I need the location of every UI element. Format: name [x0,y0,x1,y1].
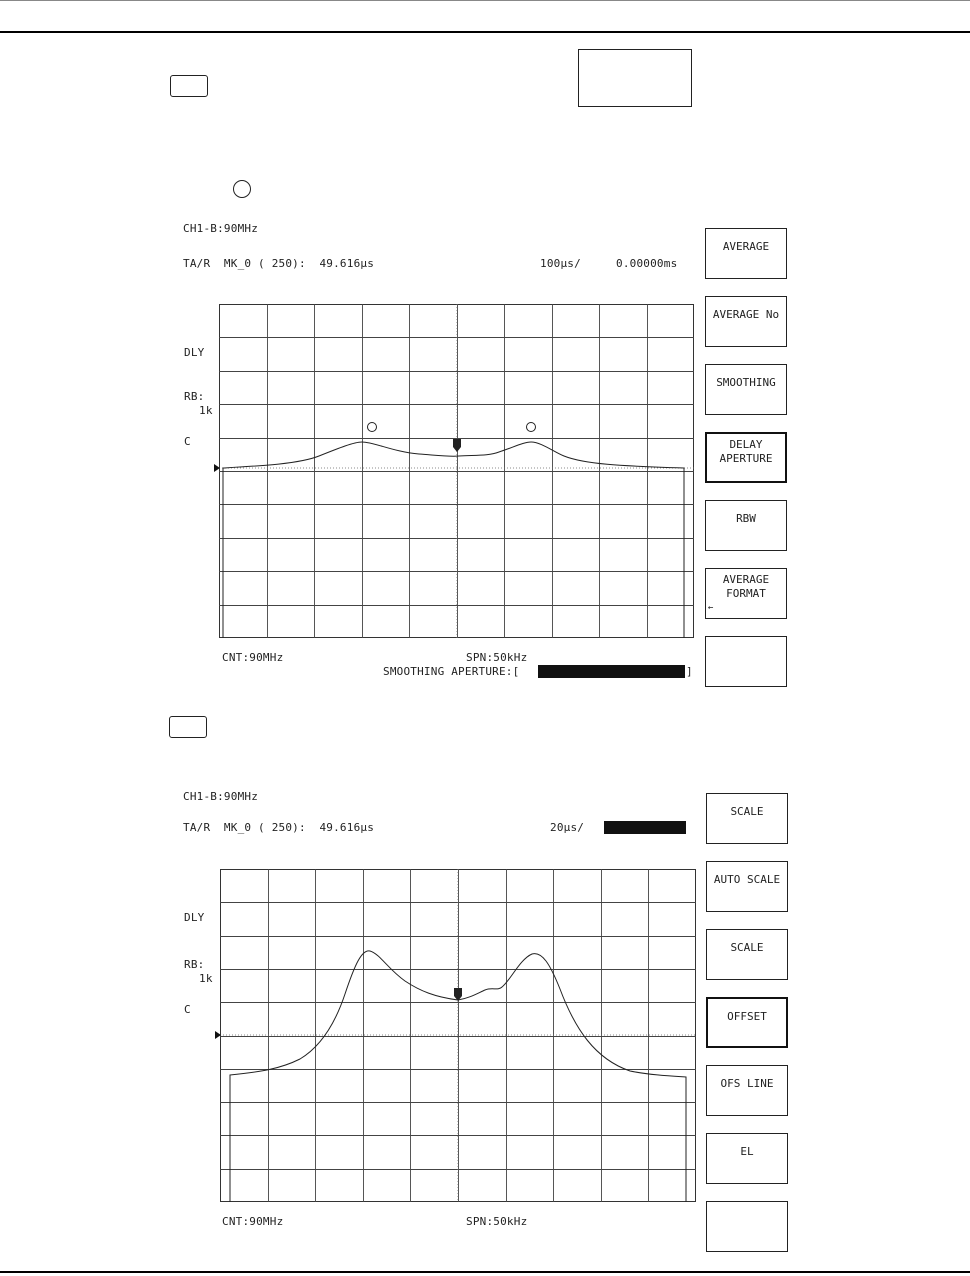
smoothing-aperture-label: SMOOTHING APERTURE:[ [383,665,520,678]
softkey-label: OFFSET [727,1010,767,1023]
softkey-label: RBW [736,512,756,525]
label-rb: RB: [184,390,205,403]
softkey-3[interactable] [706,929,788,980]
channel-label: CH1-B:90MHz [183,222,259,235]
marker-readout: TA/R MK_0 ( 250): 49.616µs [183,257,375,270]
channel-label: CH1-B:90MHz [183,790,259,803]
aperture-close: ] [686,665,693,678]
center-frequency: CNT:90MHz [222,1215,284,1228]
label-rb-value: 1k [199,404,213,417]
softkey-label: FORMAT [726,587,766,600]
span-label: SPN:50kHz [466,651,528,664]
softkey-label: SMOOTHING [716,376,776,389]
softkey-label: SCALE [730,941,764,954]
softkey-column-2 [706,793,790,1243]
label-dly: DLY [184,346,205,359]
marker-readout: TA/R MK_0 ( 250): 49.616µs [183,821,375,834]
softkey-label: APERTURE [719,452,773,465]
softkey-label: AVERAGE [722,573,770,586]
softkey-label: AUTO SCALE [713,873,781,886]
return-arrow-icon: ← [708,603,714,613]
softkey-label: OFS LINE [720,1077,774,1090]
label-c: C [184,1003,191,1016]
offset-value: 0.00000ms [616,257,678,270]
softkey-5[interactable] [706,1065,788,1116]
label-c: C [184,435,191,448]
softkey-label: SCALE [730,805,764,818]
softkey-4[interactable] [706,997,788,1048]
scale-per-div: 100µs/ [540,257,581,270]
offset-value-highlight [604,821,686,834]
softkey-label: AVERAGE [722,240,770,253]
reference-arrow-icon [215,1031,221,1039]
label-dly: DLY [184,911,205,924]
softkey-label: EL [740,1145,754,1158]
softkey-label: AVERAGE No [712,308,780,321]
label-rb: RB: [184,958,205,971]
span-label: SPN:50kHz [466,1215,528,1228]
bottom-rule [0,1271,970,1273]
softkey-label: DELAY [729,438,763,451]
graticule-2 [220,869,696,1202]
label-rb-value: 1k [199,972,213,985]
softkey-2[interactable] [706,861,788,912]
scale-per-div: 20µs/ [550,821,585,834]
softkey-6[interactable] [706,1133,788,1184]
softkey-7[interactable] [706,1201,788,1252]
center-frequency: CNT:90MHz [222,651,284,664]
softkey-1[interactable] [706,793,788,844]
